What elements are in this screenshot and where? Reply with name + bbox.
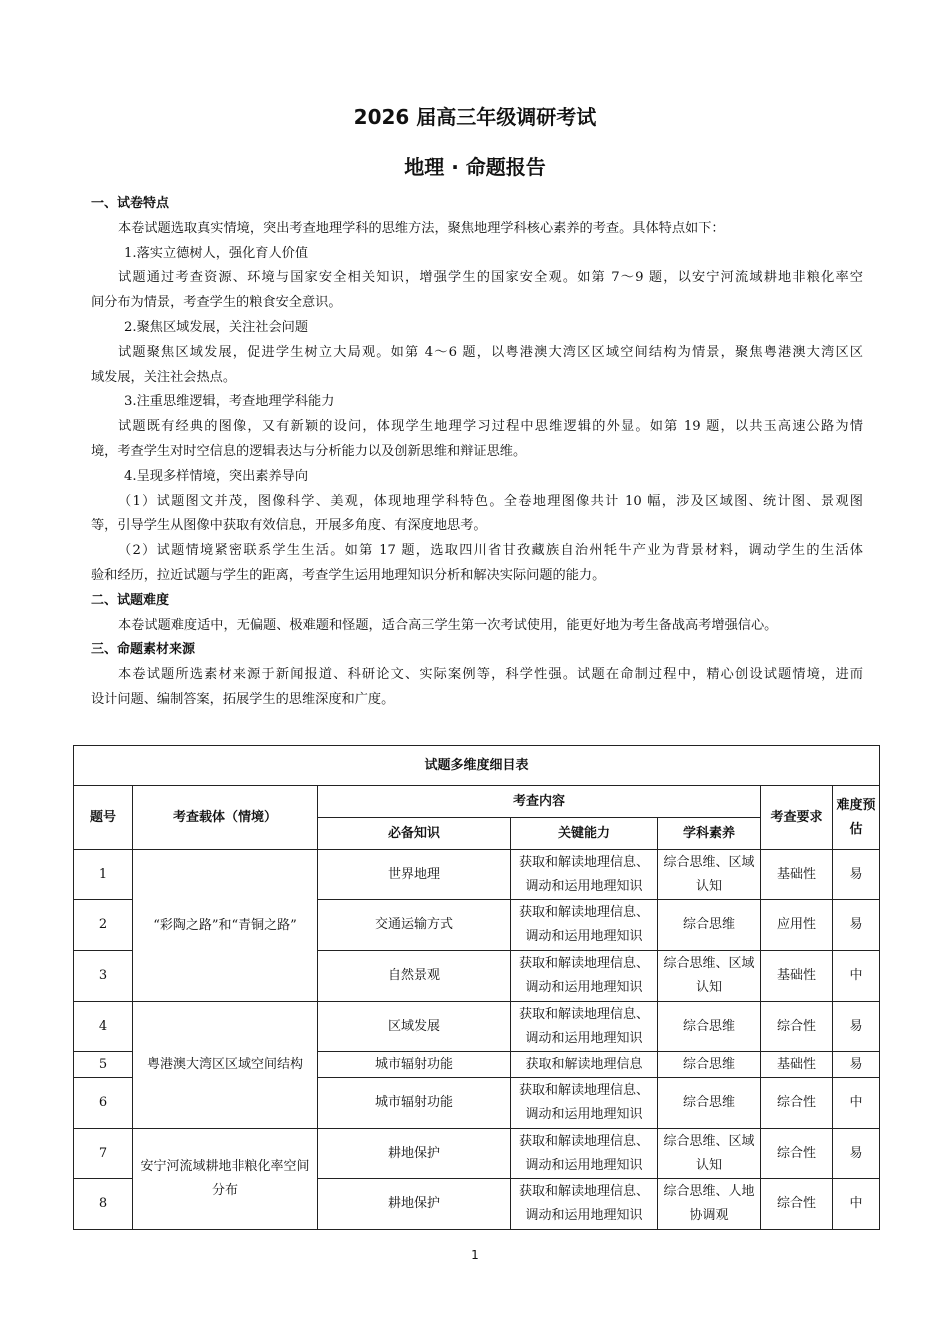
- point4-title: 4.呈现多样情境，突出素养导向: [124, 468, 309, 484]
- table-row: [74, 1002, 880, 1052]
- page-number: 1: [471, 1248, 479, 1262]
- row-number: 1: [74, 850, 133, 900]
- difficulty-cell: 中: [833, 951, 880, 1002]
- header-literacy: 学科素养: [658, 818, 761, 850]
- requirement-cell: 基础性: [761, 1052, 833, 1078]
- knowledge-cell: 区域发展: [318, 1002, 511, 1052]
- literacy-cell: 综合思维: [658, 1052, 761, 1078]
- row-number: 2: [74, 900, 133, 951]
- literacy-cell: 综合思维: [658, 1002, 761, 1052]
- row-number: 5: [74, 1052, 133, 1078]
- ability-cell: 获取和解读地理信息、调动和运用地理知识: [511, 1078, 658, 1129]
- row-number: 6: [74, 1078, 133, 1129]
- header-carrier: 考查载体（情境）: [133, 786, 318, 850]
- point1-text-line1: 试题通过考查资源、环境与国家安全相关知识，增强学生的国家安全观。如第 7～9 题，以安宁河流域耕地非粮化率空: [118, 270, 863, 286]
- header-number: 题号: [74, 786, 133, 850]
- document-subtitle: 地理 · 命题报告: [404, 155, 546, 179]
- header-knowledge: 必备知识: [318, 818, 511, 850]
- ability-cell: 获取和解读地理信息、调动和运用地理知识: [511, 1002, 658, 1052]
- knowledge-cell: 自然景观: [318, 951, 511, 1002]
- carrier-cell: 安宁河流域耕地非粮化率空间分布: [133, 1129, 318, 1230]
- ability-cell: 获取和解读地理信息、调动和运用地理知识: [511, 850, 658, 900]
- ability-cell: 获取和解读地理信息: [511, 1052, 658, 1078]
- difficulty-cell: 易: [833, 1002, 880, 1052]
- knowledge-cell: 城市辐射功能: [318, 1052, 511, 1078]
- difficulty-cell: 中: [833, 1179, 880, 1230]
- literacy-cell: 综合思维、区域认知: [658, 1129, 761, 1179]
- ability-cell: 获取和解读地理信息、调动和运用地理知识: [511, 1129, 658, 1179]
- row-number: 8: [74, 1179, 133, 1230]
- requirement-cell: 综合性: [761, 1129, 833, 1179]
- point2-text-line2: 域发展，关注社会热点。: [91, 369, 237, 385]
- row-number: 3: [74, 951, 133, 1002]
- section1-intro: 本卷试题选取真实情境，突出考查地理学科的思维方法，聚焦地理学科核心素养的考查。具体特点如下：: [118, 220, 725, 236]
- ability-cell: 获取和解读地理信息、调动和运用地理知识: [511, 951, 658, 1002]
- table-title: 试题多维度细目表: [74, 746, 880, 786]
- section2-heading: 二、试题难度: [91, 592, 170, 608]
- point4b-text-line2: 验和经历，拉近试题与学生的距离，考查学生运用地理知识分析和解决实际问题的能力。: [91, 567, 606, 583]
- report-body: [91, 192, 863, 713]
- knowledge-cell: 世界地理: [318, 850, 511, 900]
- requirement-cell: 基础性: [761, 951, 833, 1002]
- header-ability: 关键能力: [511, 818, 658, 850]
- header-requirement: 考查要求: [761, 786, 833, 850]
- requirement-cell: 基础性: [761, 850, 833, 900]
- table-row: [74, 850, 880, 900]
- point4b-text-line1: （2）试题情境紧密联系学生生活。如第 17 题，选取四川省甘孜藏族自治州牦牛产业为背景材料，调动学生的生活体: [118, 543, 863, 559]
- literacy-cell: 综合思维、人地协调观: [658, 1179, 761, 1230]
- point4a-text-line1: （1）试题图文并茂，图像科学、美观，体现地理学科特色。全卷地理图像共计 10 幅，涉及区域图、统计图、景观图: [118, 493, 863, 509]
- section3-text-line1: 本卷试题所选素材来源于新闻报道、科研论文、实际案例等，科学性强。试题在命制过程中，精心创设试题情境，进而: [118, 667, 863, 683]
- section2-text: 本卷试题难度适中，无偏题、极难题和怪题，适合高三学生第一次考试使用，能更好地为考生备战高考增强信心。: [118, 617, 778, 633]
- section3-text-line2: 设计问题、编制答案，拓展学生的思维深度和广度。: [91, 691, 395, 707]
- knowledge-cell: 耕地保护: [318, 1179, 511, 1230]
- point2-title: 2.聚焦区域发展，关注社会问题: [124, 319, 309, 335]
- requirement-cell: 综合性: [761, 1002, 833, 1052]
- difficulty-cell: 易: [833, 850, 880, 900]
- difficulty-cell: 易: [833, 900, 880, 951]
- section1-heading: 一、试卷特点: [91, 196, 170, 211]
- header-content: 考查内容: [318, 786, 761, 818]
- table-row: [74, 1129, 880, 1179]
- point3-text-line1: 试题既有经典的图像，又有新颖的设问，体现学生地理学习过程中思维逻辑的外显。如第 19 题，以共玉高速公路为情: [118, 419, 863, 435]
- section3-heading: 三、命题素材来源: [91, 642, 196, 658]
- point4a-text-line2: 等，引导学生从图像中获取有效信息，开展多角度、有深度地思考。: [91, 518, 487, 534]
- row-number: 4: [74, 1002, 133, 1052]
- point1-title: 1.落实立德树人，强化育人价值: [124, 245, 309, 261]
- difficulty-cell: 中: [833, 1078, 880, 1129]
- point3-title: 3.注重思维逻辑，考查地理学科能力: [124, 394, 335, 410]
- knowledge-cell: 耕地保护: [318, 1129, 511, 1179]
- point3-text-line2: 境，考查学生对时空信息的逻辑表达与分析能力以及创新思维和辩证思维。: [91, 443, 527, 459]
- difficulty-cell: 易: [833, 1052, 880, 1078]
- ability-cell: 获取和解读地理信息、调动和运用地理知识: [511, 900, 658, 951]
- requirement-cell: 综合性: [761, 1078, 833, 1129]
- knowledge-cell: 城市辐射功能: [318, 1078, 511, 1129]
- literacy-cell: 综合思维: [658, 900, 761, 951]
- literacy-cell: 综合思维、区域认知: [658, 951, 761, 1002]
- literacy-cell: 综合思维、区域认知: [658, 850, 761, 900]
- carrier-cell: “彩陶之路”和“青铜之路”: [133, 850, 318, 1002]
- point1-text-line2: 间分布为情景，考查学生的粮食安全意识。: [91, 295, 342, 311]
- requirement-cell: 应用性: [761, 900, 833, 951]
- difficulty-cell: 易: [833, 1129, 880, 1179]
- row-number: 7: [74, 1129, 133, 1179]
- requirement-cell: 综合性: [761, 1179, 833, 1230]
- point2-text-line1: 试题聚焦区域发展，促进学生树立大局观。如第 4～6 题，以粤港澳大湾区区域空间结构为情景，聚焦粤港澳大湾区区: [118, 344, 863, 360]
- ability-cell: 获取和解读地理信息、调动和运用地理知识: [511, 1179, 658, 1230]
- document-title: 2026 届高三年级调研考试: [353, 105, 597, 129]
- literacy-cell: 综合思维: [658, 1078, 761, 1129]
- detail-table: [73, 745, 880, 1230]
- header-difficulty: 难度预估: [833, 786, 880, 850]
- carrier-cell: 粤港澳大湾区区域空间结构: [133, 1002, 318, 1129]
- knowledge-cell: 交通运输方式: [318, 900, 511, 951]
